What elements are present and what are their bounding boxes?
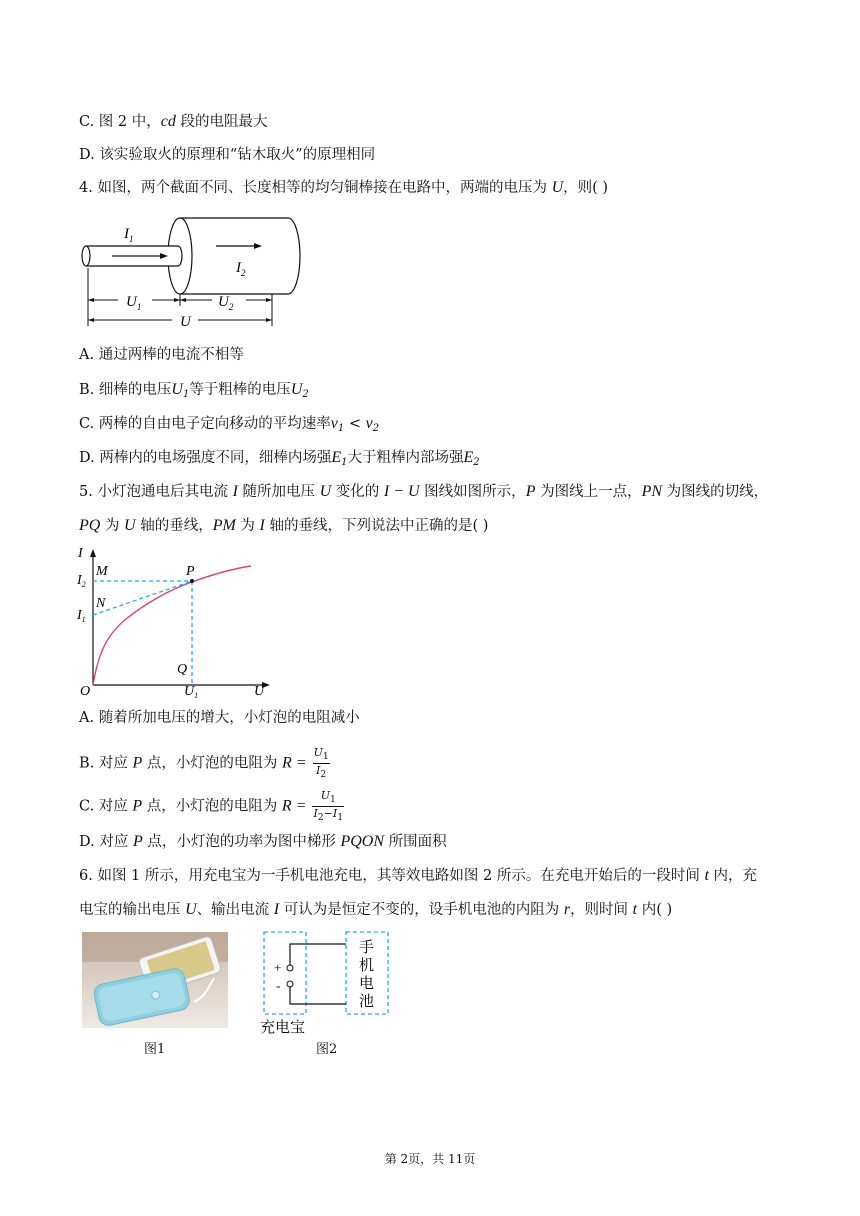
q5-iu-curve <box>93 566 251 685</box>
q6-figure1-caption: 图1 <box>144 1042 166 1057</box>
q5-option-a: A. 随着所加电压的增大，小灯泡的电阻减小 <box>79 710 360 726</box>
q5-option-d: D. 对应 P 点，小灯泡的功率为图中梯形 PQON 所围面积 <box>79 833 447 850</box>
q3-option-d: D. 该实验取火的原理和“钻木取火”的原理相同 <box>79 147 376 163</box>
q4-fig-label-i2: $I_2$ <box>236 260 246 278</box>
q6-battery-char-4: 池 <box>359 994 375 1010</box>
q6-battery-char-3: 电 <box>359 976 375 992</box>
q4-option-b: B. 细棒的电压$U_1$等于粗棒的电压$U_2$ <box>79 381 309 400</box>
q4-option-a: A. 通过两棒的电流不相等 <box>79 347 244 363</box>
q6-battery-char-2: 机 <box>359 958 375 974</box>
q6-stem-line1: 6. 如图 1 所示，用充电宝为一手机电池充电，其等效电路如图 2 所示。在充电开始后的一段时间 t 内，充 <box>79 867 757 884</box>
q6-circuit-figure <box>258 928 394 1036</box>
q6-stem-line2: 电宝的输出电压 U、输出电流 I 可认为是恒定不变的，设手机电池的内阻为 r，则时间 t 内( ) <box>79 901 673 918</box>
q5-fig-label-i1: $I_1$ <box>77 608 86 624</box>
q4-fig-label-i1: $I_1$ <box>124 226 134 244</box>
q6-battery-char-1: 手 <box>359 940 375 956</box>
q4-fig-label-u1: $U_1$ <box>126 294 142 312</box>
q4-stem: 4. 如图，两个截面不同、长度相等的均匀铜棒接在电路中，两端的电压为 U，则( ) <box>79 179 609 196</box>
q6-power-bank-photo <box>82 932 228 1028</box>
q5-stem-line2: PQ 为 U 轴的垂线，PM 为 I 轴的垂线，下列说法中正确的是( ) <box>79 517 489 534</box>
q5-pn-tangent <box>93 581 192 615</box>
q4-fig-label-u2: $U_2$ <box>218 294 234 312</box>
q5-fig-label-m: M <box>96 564 108 579</box>
q4-fig-label-u: U <box>180 314 191 330</box>
q5-fig-label-u1: $U_1$ <box>184 684 199 700</box>
q4-option-c: C. 两棒的自由电子定向移动的平均速率$v_1 < v_2$ <box>79 415 380 434</box>
q5-iu-graph <box>76 545 276 700</box>
q5-fig-label-o: O <box>80 684 91 699</box>
q5-fig-label-p: P <box>186 564 195 579</box>
q4-option-d: D. 两棒内的电场强度不同，细棒内场强$E_1$大于粗棒内部场强$E_2$ <box>79 449 480 468</box>
q5-fig-axis-u: U <box>254 684 265 699</box>
q5-option-b: B. 对应 P 点，小灯泡的电阻为 R = $\frac{U_1}{I_2}$ <box>79 746 329 781</box>
q5-stem-line1: 5. 小灯泡通电后其电流 I 随所加电压 U 变化的 I − U 图线如图所示，P 为图线上一点，PN 为图线的切线， <box>79 483 769 500</box>
q4-rods-figure <box>80 210 310 330</box>
q5-option-c-fraction: $\frac{U_1}{I_2-I_1}$ <box>313 789 344 824</box>
q6-minus-label: - <box>276 978 281 993</box>
q5-fig-axis-i: I <box>78 546 83 561</box>
q5-fig-label-n: N <box>96 596 106 611</box>
q5-option-c: C. 对应 P 点，小灯泡的电阻为 R = $\frac{U_1}{I_2-I_1}$ <box>79 789 344 824</box>
q5-fig-label-q: Q <box>177 662 188 677</box>
q3-option-c: C. 图 2 中，cd 段的电阻最大 <box>79 113 268 130</box>
page-footer: 第 2页，共 11页 <box>384 1152 476 1166</box>
q5-option-b-fraction: $\frac{U_1}{I_2}$ <box>313 746 329 781</box>
q6-figure2-caption: 图2 <box>316 1042 338 1057</box>
q6-power-bank-label: 充电宝 <box>260 1020 306 1036</box>
q5-fig-label-i2: $I_2$ <box>77 573 86 589</box>
q6-plus-label: + <box>274 960 282 975</box>
